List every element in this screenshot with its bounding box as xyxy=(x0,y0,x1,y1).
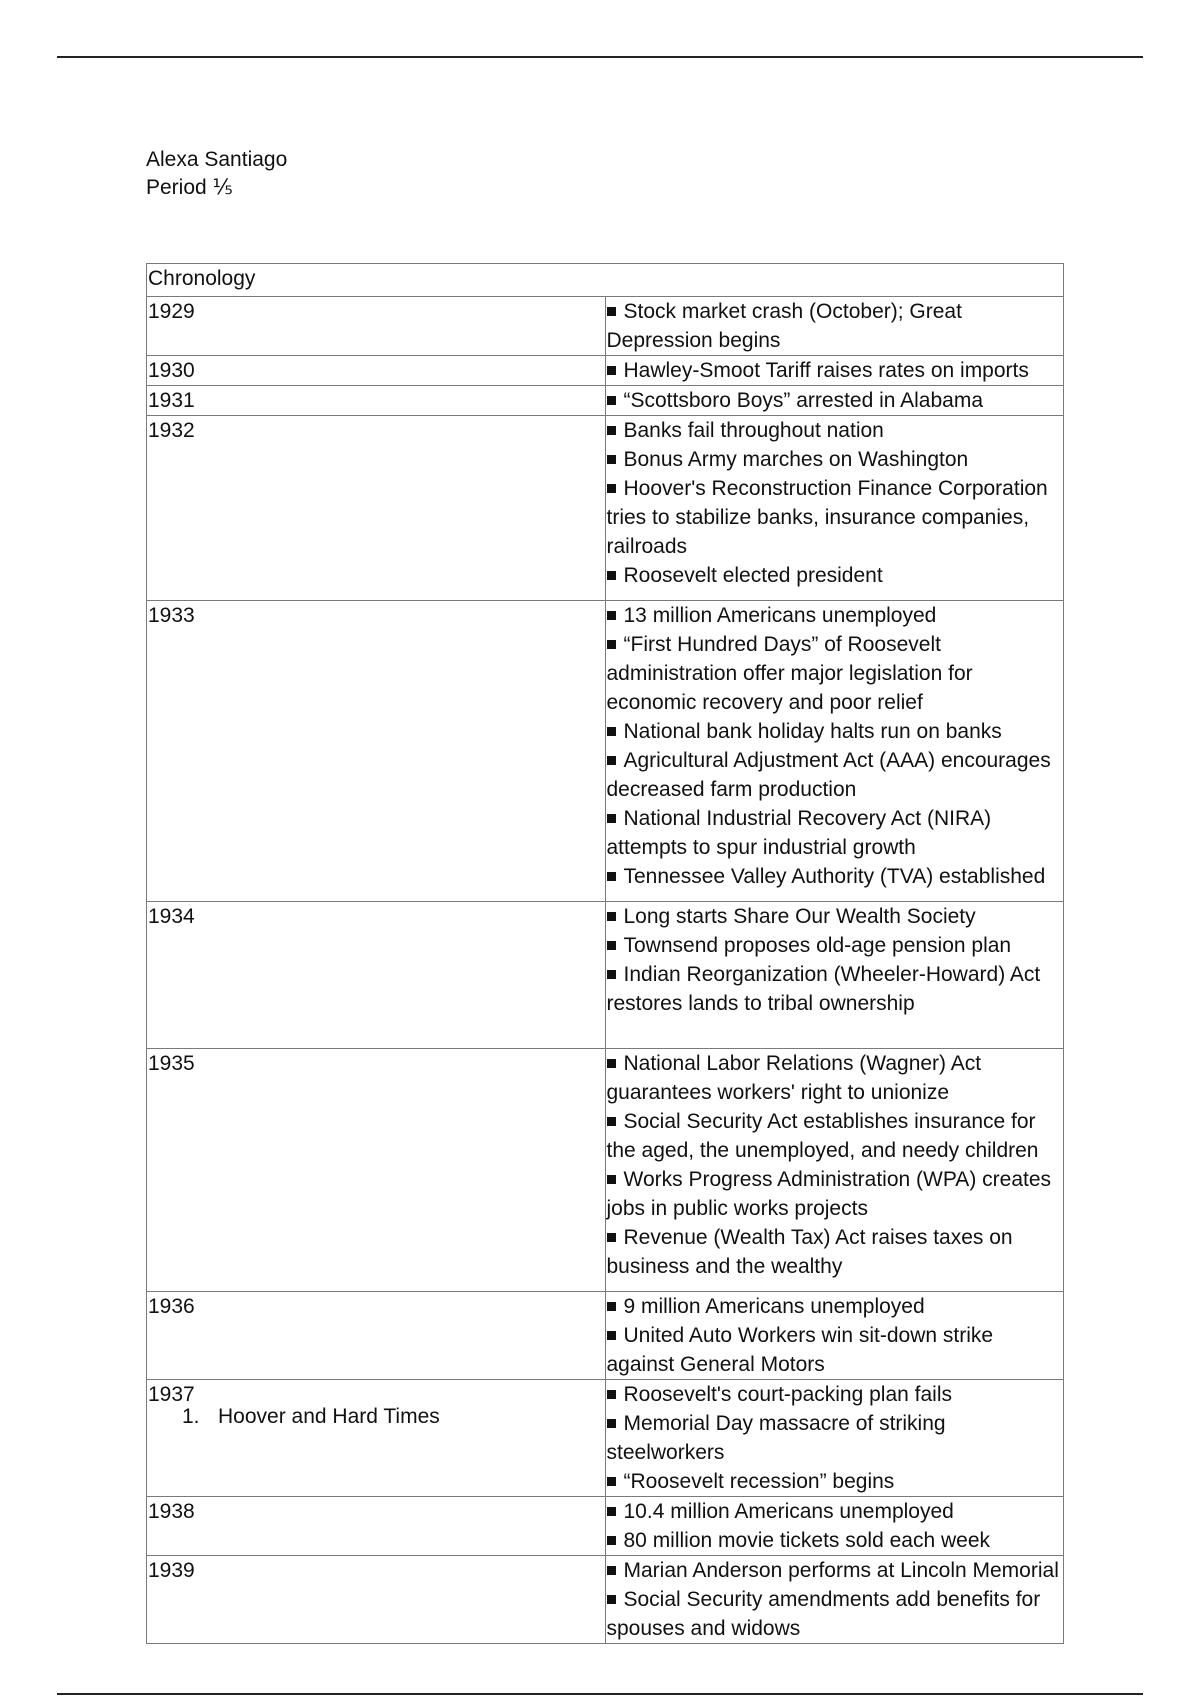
chronology-event xyxy=(607,561,1062,590)
chronology-event xyxy=(607,356,1062,385)
chronology-event-text: Tennessee Valley Authority (TVA) established xyxy=(623,865,1046,888)
chronology-event xyxy=(607,601,1062,630)
chronology-event xyxy=(607,1107,1062,1165)
square-bullet-icon xyxy=(607,1059,616,1068)
cell-bottom-space xyxy=(607,1281,1062,1291)
chronology-event-text: Stock market crash (October); Great Depression begins xyxy=(606,300,962,352)
cell-bottom-space xyxy=(607,1018,1062,1048)
chronology-event-text: Townsend proposes old-age pension plan xyxy=(623,934,1012,957)
chronology-year: 1933 xyxy=(147,601,606,902)
square-bullet-icon xyxy=(607,1233,616,1242)
square-bullet-icon xyxy=(607,727,616,736)
square-bullet-icon xyxy=(607,1390,616,1399)
chronology-events xyxy=(605,1380,1064,1497)
chronology-event-text: 10.4 million Americans unemployed xyxy=(623,1500,954,1523)
square-bullet-icon xyxy=(607,1507,616,1516)
chronology-event xyxy=(607,1049,1062,1107)
chronology-row xyxy=(147,386,1064,416)
chronology-year: 1939 xyxy=(147,1556,606,1644)
chronology-event-text: Indian Reorganization (Wheeler-Howard) Act restores lands to tribal ownership xyxy=(606,963,1041,1015)
chronology-event-text: “Roosevelt recession” begins xyxy=(623,1470,895,1493)
chronology-year: 1934 xyxy=(147,902,606,1049)
chronology-event xyxy=(607,1223,1062,1281)
chronology-event xyxy=(607,717,1062,746)
chronology-events xyxy=(605,297,1064,356)
chronology-events xyxy=(605,601,1064,902)
square-bullet-icon xyxy=(607,970,616,979)
student-header xyxy=(146,146,287,202)
chronology-event xyxy=(607,630,1062,717)
chronology-row xyxy=(147,1380,1064,1497)
chronology-event-text: Social Security Act establishes insurance for the aged, the unemployed, and needy children xyxy=(606,1110,1039,1162)
square-bullet-icon xyxy=(607,814,616,823)
square-bullet-icon xyxy=(607,1477,616,1486)
outline-list-number: 1. xyxy=(182,1405,200,1428)
square-bullet-icon xyxy=(607,426,616,435)
chronology-event-text: Social Security amendments add benefits for spouses and widows xyxy=(606,1588,1041,1640)
chronology-event-text: National bank holiday halts run on banks xyxy=(623,720,1002,743)
chronology-event xyxy=(607,297,1062,355)
chronology-events xyxy=(605,902,1064,1049)
chronology-row xyxy=(147,356,1064,386)
bottom-rule xyxy=(57,1693,1143,1695)
chronology-event-text: Roosevelt elected president xyxy=(623,564,883,587)
chronology-event xyxy=(607,1556,1062,1585)
square-bullet-icon xyxy=(607,1566,616,1575)
student-name: Alexa Santiago xyxy=(146,148,288,171)
chronology-events xyxy=(605,1556,1064,1644)
square-bullet-icon xyxy=(607,396,616,405)
chronology-event-text: Roosevelt's court-packing plan fails xyxy=(623,1383,953,1406)
chronology-event-text: Agricultural Adjustment Act (AAA) encourages decreased farm production xyxy=(606,749,1051,801)
cell-bottom-space xyxy=(607,891,1062,901)
chronology-year: 1929 xyxy=(147,297,606,356)
chronology-table xyxy=(146,263,1064,1644)
chronology-event xyxy=(607,416,1062,445)
chronology-event xyxy=(607,1467,1062,1496)
square-bullet-icon xyxy=(607,756,616,765)
chronology-event xyxy=(607,931,1062,960)
chronology-event xyxy=(607,746,1062,804)
chronology-event-text: National Labor Relations (Wagner) Act guarantees workers' right to unionize xyxy=(606,1052,982,1104)
chronology-events xyxy=(605,356,1064,386)
chronology-event xyxy=(607,445,1062,474)
chronology-event xyxy=(607,1165,1062,1223)
chronology-event-text: Memorial Day massacre of striking steelworkers xyxy=(606,1412,946,1464)
chronology-events xyxy=(605,1497,1064,1556)
chronology-event xyxy=(607,960,1062,1018)
chronology-event xyxy=(607,474,1062,561)
chronology-event-text: Hoover's Reconstruction Finance Corporation tries to stabilize banks, insurance companies, railroads xyxy=(606,477,1048,558)
square-bullet-icon xyxy=(607,872,616,881)
chronology-event-text: Works Progress Administration (WPA) creates jobs in public works projects xyxy=(606,1168,1052,1220)
chronology-events xyxy=(605,386,1064,416)
chronology-row xyxy=(147,902,1064,1049)
chronology-event-text: Long starts Share Our Wealth Society xyxy=(623,905,976,928)
chronology-year: 1930 xyxy=(147,356,606,386)
chronology-event-text: 9 million Americans unemployed xyxy=(623,1295,925,1318)
square-bullet-icon xyxy=(607,1117,616,1126)
chronology-event xyxy=(607,1497,1062,1526)
chronology-year: 1937 xyxy=(147,1380,606,1497)
chronology-event xyxy=(607,386,1062,415)
square-bullet-icon xyxy=(607,941,616,950)
square-bullet-icon xyxy=(607,484,616,493)
chronology-event-text: Bonus Army marches on Washington xyxy=(623,448,969,471)
chronology-events xyxy=(605,1049,1064,1292)
chronology-events xyxy=(605,416,1064,601)
chronology-event-text: Revenue (Wealth Tax) Act raises taxes on business and the wealthy xyxy=(606,1226,1013,1278)
chronology-row xyxy=(147,601,1064,902)
chronology-event xyxy=(607,1380,1062,1409)
chronology-event xyxy=(607,1409,1062,1467)
top-rule xyxy=(57,56,1143,58)
chronology-event-text: Marian Anderson performs at Lincoln Memorial xyxy=(623,1559,1059,1582)
chronology-event-text: “Scottsboro Boys” arrested in Alabama xyxy=(623,389,984,412)
chronology-row xyxy=(147,416,1064,601)
square-bullet-icon xyxy=(607,455,616,464)
square-bullet-icon xyxy=(607,1302,616,1311)
chronology-row xyxy=(147,1049,1064,1292)
chronology-title: Chronology xyxy=(147,264,1064,297)
chronology-event-text: Hawley-Smoot Tariff raises rates on imports xyxy=(623,359,1029,382)
chronology-year: 1938 xyxy=(147,1497,606,1556)
outline-list-text: Hoover and Hard Times xyxy=(218,1405,440,1428)
chronology-event-text: 80 million movie tickets sold each week xyxy=(623,1529,990,1552)
chronology-event xyxy=(607,862,1062,891)
chronology-row xyxy=(147,1497,1064,1556)
square-bullet-icon xyxy=(607,1595,616,1604)
square-bullet-icon xyxy=(607,366,616,375)
chronology-row xyxy=(147,1292,1064,1380)
chronology-events xyxy=(605,1292,1064,1380)
chronology-event-text: National Industrial Recovery Act (NIRA) attempts to spur industrial growth xyxy=(606,807,992,859)
chronology-event-text: United Auto Workers win sit-down strike against General Motors xyxy=(606,1324,994,1376)
chronology-year: 1932 xyxy=(147,416,606,601)
chronology-event xyxy=(607,1292,1062,1321)
outline-list-item xyxy=(182,1403,440,1431)
class-period: Period ⅕ xyxy=(146,176,233,199)
square-bullet-icon xyxy=(607,912,616,921)
cell-bottom-space xyxy=(607,590,1062,600)
chronology-title-row xyxy=(147,264,1064,297)
square-bullet-icon xyxy=(607,307,616,316)
square-bullet-icon xyxy=(607,611,616,620)
square-bullet-icon xyxy=(607,1536,616,1545)
square-bullet-icon xyxy=(607,640,616,649)
chronology-row xyxy=(147,297,1064,356)
chronology-event-text: “First Hundred Days” of Roosevelt administration offer major legislation for economic recovery and poor relief xyxy=(606,633,973,714)
square-bullet-icon xyxy=(607,1175,616,1184)
square-bullet-icon xyxy=(607,1419,616,1428)
chronology-event-text: Banks fail throughout nation xyxy=(623,419,884,442)
chronology-year: 1931 xyxy=(147,386,606,416)
square-bullet-icon xyxy=(607,1331,616,1340)
chronology-row xyxy=(147,1556,1064,1644)
chronology-event xyxy=(607,804,1062,862)
square-bullet-icon xyxy=(607,571,616,580)
chronology-event xyxy=(607,902,1062,931)
chronology-year: 1935 xyxy=(147,1049,606,1292)
chronology-year: 1936 xyxy=(147,1292,606,1380)
chronology-event xyxy=(607,1585,1062,1643)
chronology-event xyxy=(607,1526,1062,1555)
chronology-event-text: 13 million Americans unemployed xyxy=(623,604,937,627)
chronology-event xyxy=(607,1321,1062,1379)
